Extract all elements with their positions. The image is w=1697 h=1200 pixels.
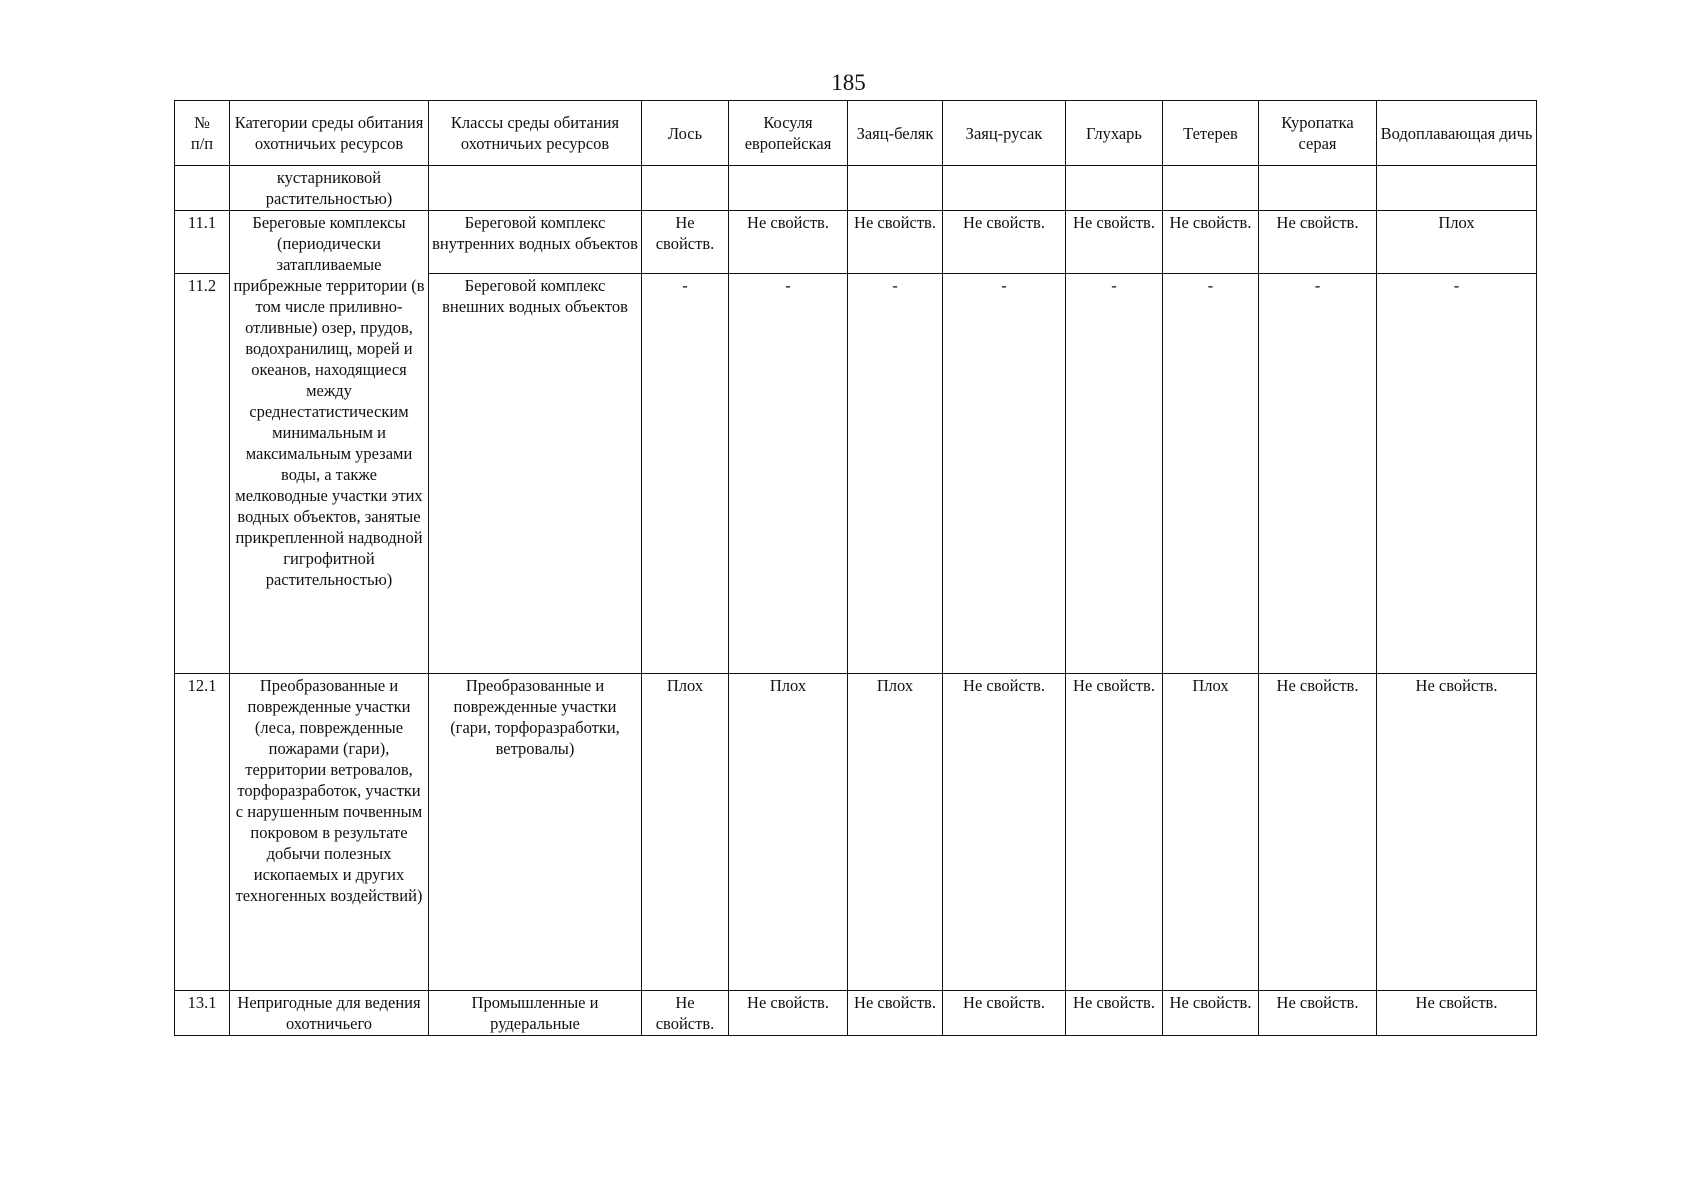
table-row xyxy=(175,991,1537,1036)
table-row xyxy=(175,674,1537,991)
table-row xyxy=(175,211,1537,274)
header-species-grey-partridge: Куропатка серая xyxy=(1259,101,1377,166)
row-class: Береговой комплекс внутренних водных объектов xyxy=(429,211,642,274)
cell-waterfowl: Не свойств. xyxy=(1377,991,1537,1036)
row-class: Преобразованные и поврежденные участки (гари, торфоразработки, ветровалы) xyxy=(429,674,642,991)
cell-waterfowl: Не свойств. xyxy=(1377,674,1537,991)
row-category: кустарниковой растительностью) xyxy=(230,166,429,211)
row-category: Преобразованные и поврежденные участки (леса, поврежденные пожарами (гари), территории ветровалов, торфоразработок, участки с нарушенным почвенным покровом в результате добычи полезных ископаемых и других техногенных воздействий) xyxy=(230,674,429,991)
cell-capercaillie xyxy=(1066,166,1163,211)
cell-moose: Не свойств. xyxy=(642,991,729,1036)
row-num: 11.2 xyxy=(175,274,230,674)
cell-grey-partridge: - xyxy=(1259,274,1377,674)
cell-brown-hare: Не свойств. xyxy=(943,211,1066,274)
cell-mountain-hare: Не свойств. xyxy=(848,991,943,1036)
cell-brown-hare: - xyxy=(943,274,1066,674)
row-class: Береговой комплекс внешних водных объектов xyxy=(429,274,642,674)
header-species-capercaillie: Глухарь xyxy=(1066,101,1163,166)
cell-brown-hare: Не свойств. xyxy=(943,991,1066,1036)
header-species-brown-hare: Заяц-русак xyxy=(943,101,1066,166)
cell-grey-partridge xyxy=(1259,166,1377,211)
cell-roe-deer: Не свойств. xyxy=(729,991,848,1036)
header-species-roe-deer: Косуля европейская xyxy=(729,101,848,166)
header-row xyxy=(175,101,1537,166)
header-species-mountain-hare: Заяц-беляк xyxy=(848,101,943,166)
cell-roe-deer: - xyxy=(729,274,848,674)
cell-roe-deer xyxy=(729,166,848,211)
row-category: Непригодные для ведения охотничьего xyxy=(230,991,429,1036)
header-species-waterfowl: Водоплавающая дичь xyxy=(1377,101,1537,166)
cell-black-grouse: - xyxy=(1163,274,1259,674)
cell-grey-partridge: Не свойств. xyxy=(1259,991,1377,1036)
table-row xyxy=(175,166,1537,211)
cell-black-grouse: Не свойств. xyxy=(1163,211,1259,274)
cell-black-grouse: Не свойств. xyxy=(1163,991,1259,1036)
cell-brown-hare: Не свойств. xyxy=(943,674,1066,991)
row-num xyxy=(175,166,230,211)
row-num: 13.1 xyxy=(175,991,230,1036)
cell-capercaillie: Не свойств. xyxy=(1066,991,1163,1036)
cell-grey-partridge: Не свойств. xyxy=(1259,674,1377,991)
page-number: 185 xyxy=(831,70,866,95)
row-num: 12.1 xyxy=(175,674,230,991)
cell-black-grouse: Плох xyxy=(1163,674,1259,991)
row-class: Промышленные и рудеральные xyxy=(429,991,642,1036)
habitat-suitability-table xyxy=(174,100,1537,1036)
cell-capercaillie: - xyxy=(1066,274,1163,674)
cell-mountain-hare: Плох xyxy=(848,674,943,991)
cell-mountain-hare xyxy=(848,166,943,211)
row-class xyxy=(429,166,642,211)
cell-moose xyxy=(642,166,729,211)
cell-mountain-hare: Не свойств. xyxy=(848,211,943,274)
header-num: № п/п xyxy=(175,101,230,166)
cell-roe-deer: Плох xyxy=(729,674,848,991)
row-num: 11.1 xyxy=(175,211,230,274)
header-species-black-grouse: Тетерев xyxy=(1163,101,1259,166)
cell-grey-partridge: Не свойств. xyxy=(1259,211,1377,274)
cell-moose: Плох xyxy=(642,674,729,991)
header-class: Классы среды обитания охотничьих ресурсов xyxy=(429,101,642,166)
cell-capercaillie: Не свойств. xyxy=(1066,674,1163,991)
row-category: Береговые комплексы (периодически затапливаемые прибрежные территории (в том числе приливно-отливные) озер, прудов, водохранилищ, морей и океанов, находящиеся между среднестатистическим минимальным и максимальным урезами воды, а также мелководные участки этих водных объектов, занятые прикрепленной надводной гигрофитной растительностью) xyxy=(230,211,429,674)
cell-waterfowl: - xyxy=(1377,274,1537,674)
header-species-moose: Лось xyxy=(642,101,729,166)
cell-capercaillie: Не свойств. xyxy=(1066,211,1163,274)
cell-moose: - xyxy=(642,274,729,674)
cell-black-grouse xyxy=(1163,166,1259,211)
cell-mountain-hare: - xyxy=(848,274,943,674)
header-category: Категории среды обитания охотничьих ресурсов xyxy=(230,101,429,166)
cell-waterfowl: Плох xyxy=(1377,211,1537,274)
cell-roe-deer: Не свойств. xyxy=(729,211,848,274)
cell-waterfowl xyxy=(1377,166,1537,211)
cell-moose: Не свойств. xyxy=(642,211,729,274)
cell-brown-hare xyxy=(943,166,1066,211)
